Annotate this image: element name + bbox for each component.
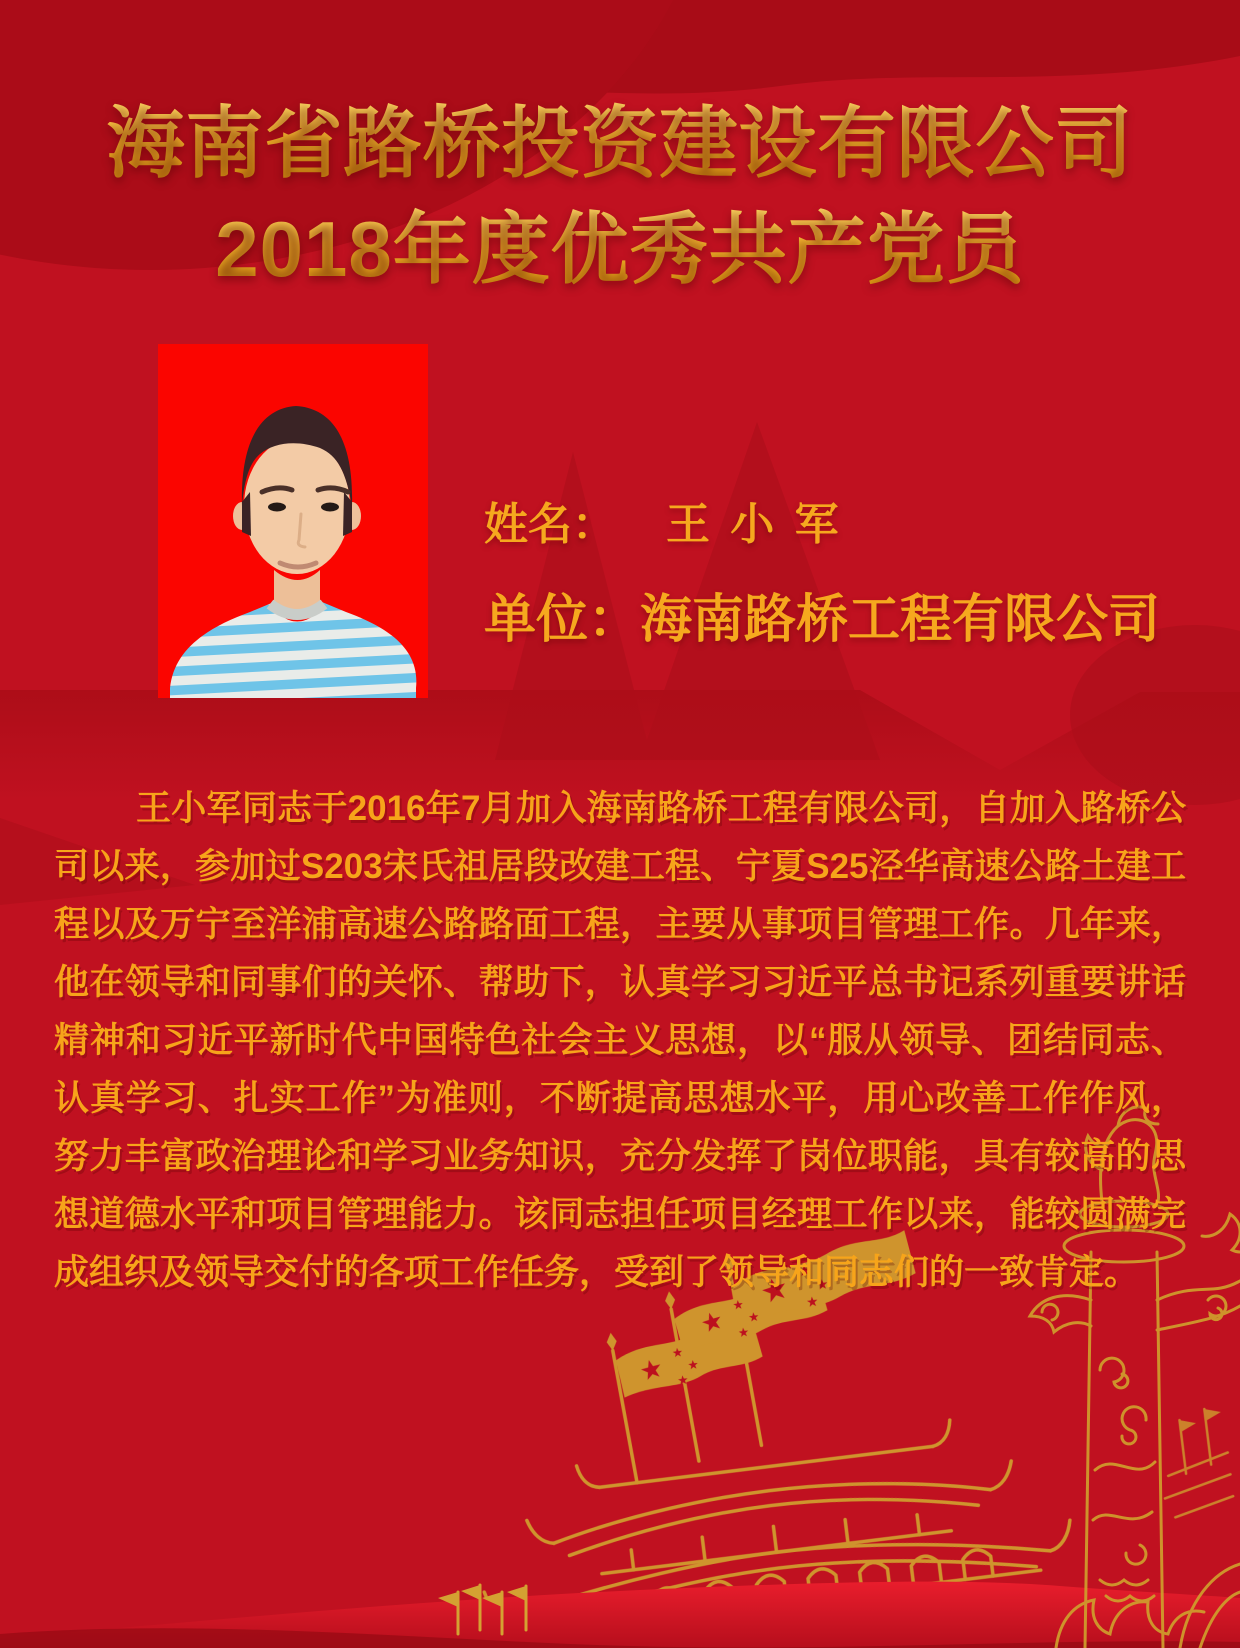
unit-row [484,591,1160,649]
id-photo [158,344,428,698]
name-value: 王 小 军 [666,500,843,549]
bio-line: 他在领导和同事们的关怀、帮助下，认真学习习近平总书记系列重要讲话 [54,963,1186,1002]
unit-label: 单位： [484,591,641,649]
poster-title-line2: 2018年度优秀共产党员 [0,196,1240,302]
poster-title-line1: 海南省路桥投资建设有限公司 [0,90,1240,196]
bio-line: 成组织及领导交付的各项工作任务，受到了领导和同志们的一致肯定。 [54,1253,1140,1292]
bio-line: 认真学习、扎实工作”为准则，不断提高思想水平，用心改善工作作风， [54,1079,1186,1118]
bio-line: 司以来，参加过S203宋氏祖居段改建工程、宁夏S25泾华高速公路土建工 [54,847,1186,886]
bio-paragraph [54,780,1186,1302]
name-label: 姓名： [484,500,616,549]
bio-line: 王小军同志于2016年7月加入海南路桥工程有限公司，自加入路桥公 [136,789,1186,828]
unit-value: 海南路桥工程有限公司 [640,591,1161,649]
bio-line: 精神和习近平新时代中国特色社会主义思想，以“服从领导、团结同志、 [54,1021,1186,1060]
bio-line: 努力丰富政治理论和学习业务知识，充分发挥了岗位职能，具有较高的思 [54,1137,1186,1176]
poster-title [0,90,1240,302]
portrait-illustration [158,344,428,698]
name-row [484,497,1160,553]
bio-line: 想道德水平和项目管理能力。该同志担任项目经理工作以来，能较圆满完 [54,1195,1186,1234]
bio-line: 程以及万宁至洋浦高速公路路面工程，主要从事项目管理工作。几年来， [54,905,1186,944]
laureate-info [484,497,1160,649]
